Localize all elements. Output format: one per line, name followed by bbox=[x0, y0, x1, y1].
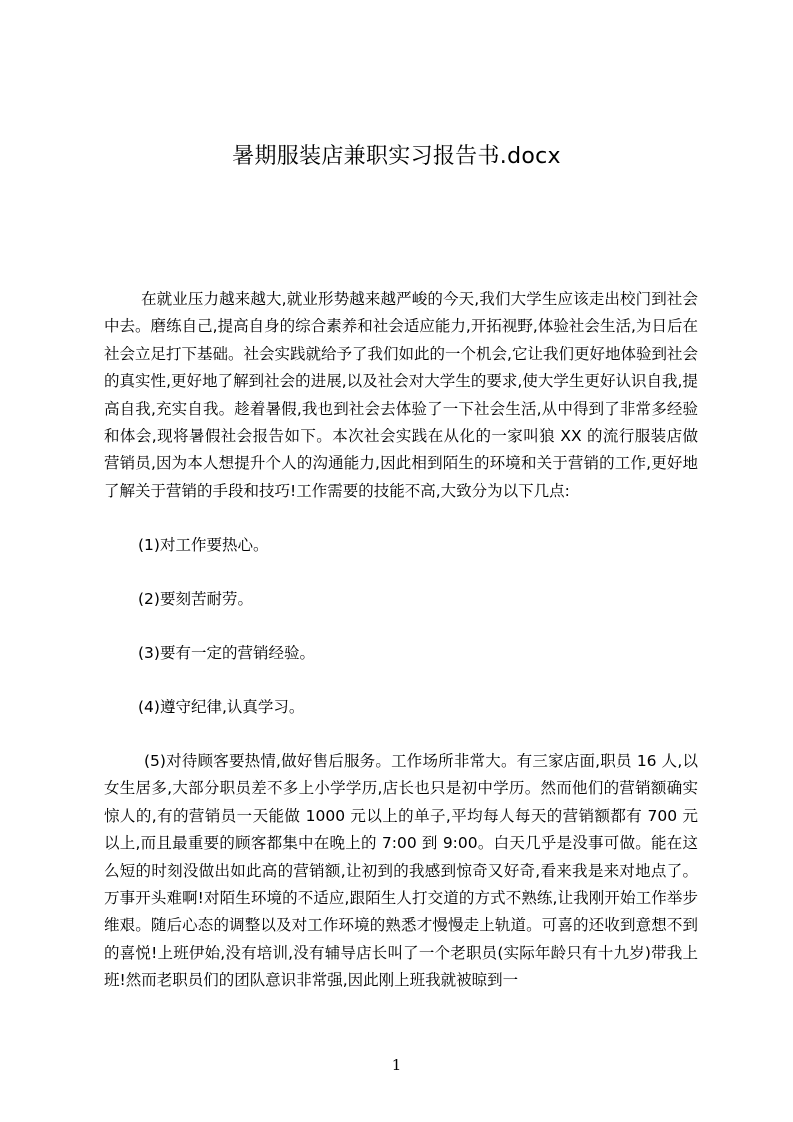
list-item: (4)遵守纪律,认真学习。 bbox=[138, 697, 305, 716]
page-number: 1 bbox=[391, 1056, 402, 1074]
document-title: 暑期服装店兼职实习报告书.docx bbox=[232, 144, 561, 169]
list-item: (1)对工作要热心。 bbox=[138, 536, 269, 555]
paragraph-spacer bbox=[104, 614, 698, 641]
list-item: (2)要刻苦耐劳。 bbox=[138, 590, 253, 609]
list-item: (3)要有一定的营销经验。 bbox=[138, 644, 315, 663]
paragraph-spacer bbox=[104, 667, 698, 694]
paragraph-spacer bbox=[104, 505, 698, 532]
paragraph-spacer bbox=[104, 560, 698, 587]
intro-paragraph: 在就业压力越来越大,就业形势越来越严峻的今天,我们大学生应该走出校门到社会中去。磨练自己,提高自身的综合素养和社会适应能力,开拓视野,体验社会生活,为日后在社会立足打下基础。社会实践就给予了我们如此的一个机会,它让我们更好地体验到社会的真实性,更好地了解到社会的进展,以及社会对大学生的要求,使大学生更好认识自我,提高自我,充实自我。趁着暑假,我也到社会去体验了一下社会生活,从中得到了非常多经验和体会,现将暑假社会报告如下。本次社会实践在从化的一家叫狼 XX 的流行服装店做营销员,因为本人想提升个人的沟通能力,因此相到陌生的环境和关于营销的工作,更好地了解关于营销的手段和技巧!工作需要的技能不高,大致分为以下几点: bbox=[104, 290, 698, 500]
item-5-paragraph: (5)对待顾客要热情,做好售后服务。工作场所非常大。有三家店面,职员 16 人,以女生居多,大部分职员差不多上小学学历,店长也只是初中学历。然而他们的营销额确实惊人的,有的营销员一天能做 1000 元以上的单子,平均每人每天的营销额都有 700 元以上,而且最重要的顾客都集中在晚上的 7:00 到 9:00。白天几乎是没事可做。能在这么短的时刻没做出如此高的营销额,让初到的我感到惊奇又好奇,看来我是来对地点了。万事开头难啊!对陌生环境的不适应,跟陌生人打交道的方式不熟练,让我刚开始工作举步维艰。随后心态的调整以及对工作环境的熟悉才慢慢走上轨道。可喜的还收到意想不到的喜悦!上班伊始,没有培训,没有辅导店长叫了一个老职员(实际年龄只有十九岁)带我上班!然而老职员们的团队意识非常强,因此刚上班我就被晾到一 bbox=[104, 751, 698, 990]
document-body bbox=[104, 286, 698, 995]
paragraph-spacer bbox=[104, 721, 698, 748]
